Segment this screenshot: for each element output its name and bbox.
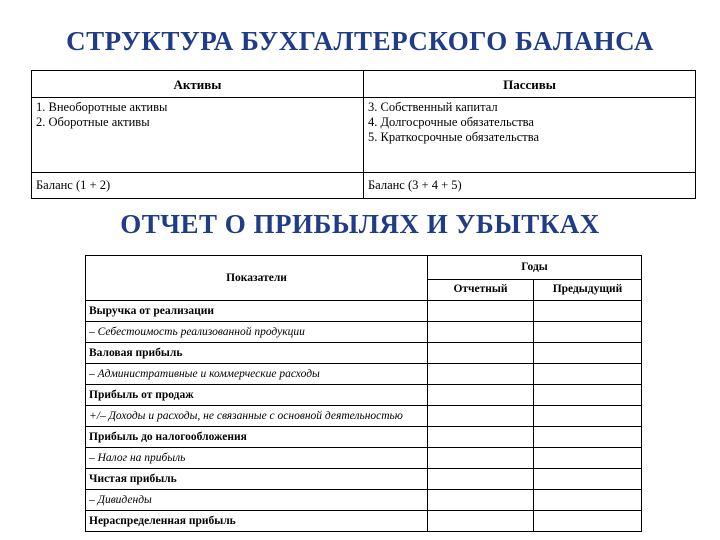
income-statement-table	[85, 255, 642, 532]
balance-table	[31, 70, 696, 199]
table-row	[86, 511, 642, 532]
indicators-header: Показатели	[86, 256, 428, 301]
previous-value-cell	[534, 385, 642, 406]
years-header: Годы	[428, 256, 642, 280]
previous-value-cell	[534, 448, 642, 469]
current-value-cell	[428, 301, 534, 322]
indicator-label: Прибыль до налогообложения	[86, 427, 428, 448]
previous-year-header: Предыдущий	[534, 279, 642, 300]
indicator-label: Чистая прибыль	[86, 469, 428, 490]
current-value-cell	[428, 448, 534, 469]
previous-value-cell	[534, 406, 642, 427]
assets-items	[32, 98, 364, 173]
previous-value-cell	[534, 511, 642, 532]
liabilities-header: Пассивы	[364, 71, 696, 98]
current-value-cell	[428, 385, 534, 406]
table-row	[86, 490, 642, 511]
indicator-label: – Дивиденды	[86, 490, 428, 511]
current-value-cell	[428, 469, 534, 490]
table-row	[86, 301, 642, 322]
report-title: ОТЧЕТ О ПРИБЫЛЯХ И УБЫТКАХ	[120, 209, 600, 239]
table-row	[86, 427, 642, 448]
assets-header: Активы	[32, 71, 364, 98]
previous-value-cell	[534, 301, 642, 322]
liability-item: 5. Краткосрочные обязательства	[368, 130, 540, 144]
previous-value-cell	[534, 322, 642, 343]
previous-value-cell	[534, 427, 642, 448]
previous-value-cell	[534, 490, 642, 511]
indicator-label: Валовая прибыль	[86, 343, 428, 364]
asset-item: 2. Оборотные активы	[36, 115, 150, 129]
current-value-cell	[428, 490, 534, 511]
indicator-label: +/– Доходы и расходы, не связанные с основной деятельностью	[86, 406, 428, 427]
indicator-label: Прибыль от продаж	[86, 385, 428, 406]
current-value-cell	[428, 364, 534, 385]
indicator-label: – Себестоимость реализованной продукции	[86, 322, 428, 343]
liability-item: 4. Долгосрочные обязательства	[368, 115, 534, 129]
current-value-cell	[428, 511, 534, 532]
table-row	[86, 385, 642, 406]
asset-item: 1. Внеоборотные активы	[36, 100, 168, 114]
current-year-header: Отчетный	[428, 279, 534, 300]
previous-value-cell	[534, 364, 642, 385]
assets-total: Баланс (1 + 2)	[32, 173, 364, 199]
previous-value-cell	[534, 343, 642, 364]
table-row	[86, 343, 642, 364]
table-row	[86, 469, 642, 490]
table-row	[86, 364, 642, 385]
liability-item: 3. Собственный капитал	[368, 100, 498, 114]
previous-value-cell	[534, 469, 642, 490]
indicator-label: Нераспределенная прибыль	[86, 511, 428, 532]
indicator-label: Выручка от реализации	[86, 301, 428, 322]
indicator-label: – Административные и коммерческие расходы	[86, 364, 428, 385]
liabilities-total: Баланс (3 + 4 + 5)	[364, 173, 696, 199]
report-rows	[86, 301, 642, 532]
indicator-label: – Налог на прибыль	[86, 448, 428, 469]
table-row	[86, 448, 642, 469]
liabilities-items	[364, 98, 696, 173]
balance-title: СТРУКТУРА БУХГАЛТЕРСКОГО БАЛАНСА	[66, 26, 654, 56]
table-row	[86, 406, 642, 427]
current-value-cell	[428, 343, 534, 364]
current-value-cell	[428, 322, 534, 343]
table-row	[86, 322, 642, 343]
current-value-cell	[428, 406, 534, 427]
current-value-cell	[428, 427, 534, 448]
